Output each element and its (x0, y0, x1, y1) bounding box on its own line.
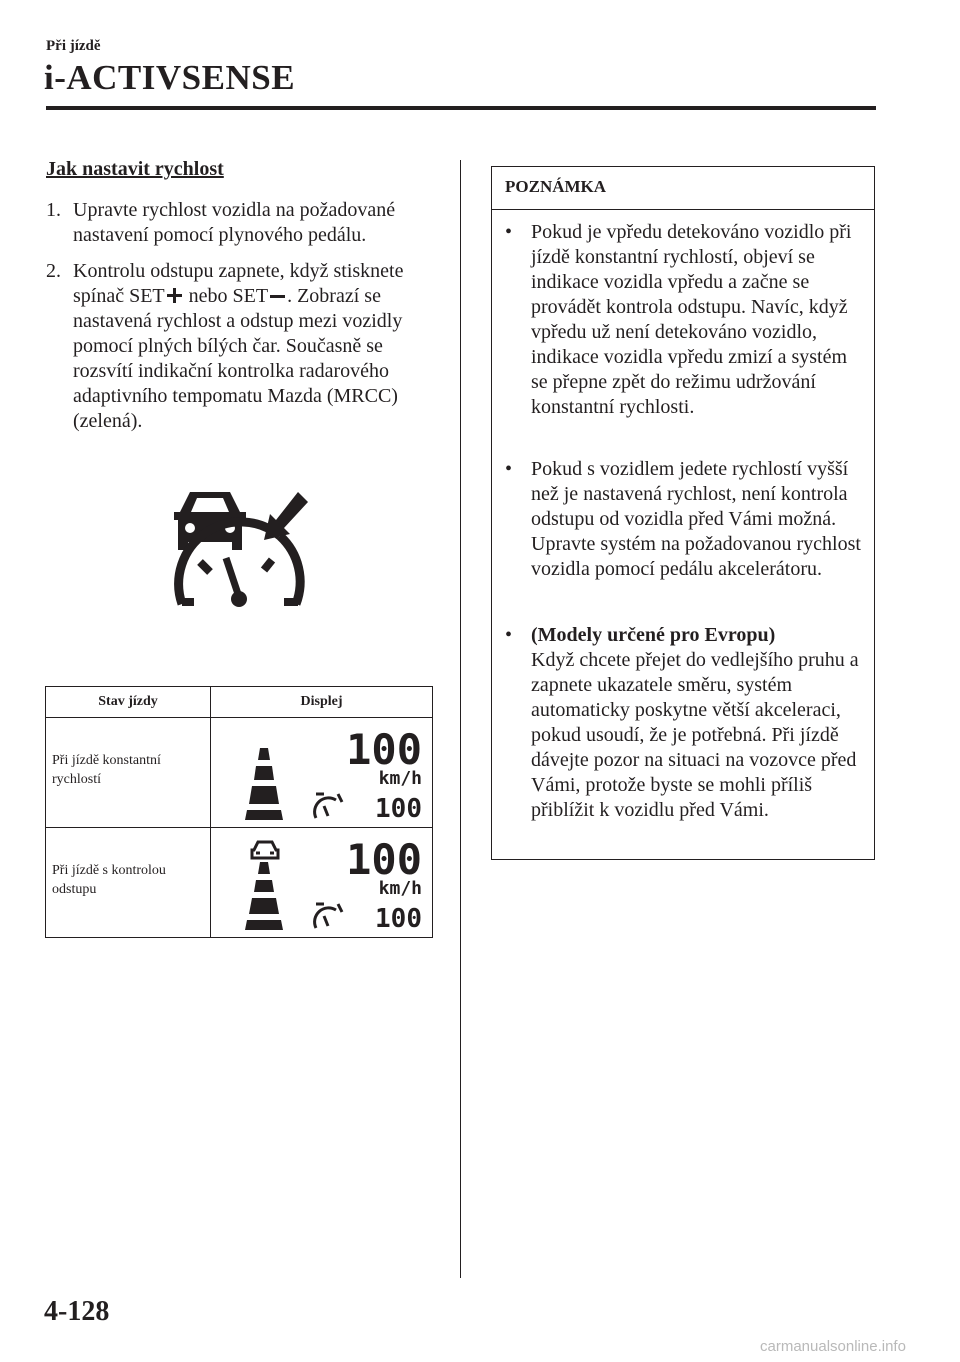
table-header-display: Displej (300, 694, 343, 709)
plus-icon (167, 288, 182, 303)
note-bullet (505, 220, 865, 420)
distance-gauge-icon (315, 904, 342, 928)
header-rule (46, 106, 876, 110)
mrcc-indicator-icon (160, 488, 310, 612)
note-bullet-heading: (Modely určené pro Evropu) (531, 624, 776, 646)
note-bullet (505, 457, 865, 582)
column-divider (460, 160, 461, 1278)
table-divider (46, 827, 432, 828)
note-bullet-text: Pokud s vozidlem jedete rychlostí vyšší než je nastavená rychlost, není kontrola odstupu od vozidla před Vámi možná. Upravte systém na požadovanou rychlost vozidla pomocí pedálu akcelerátoru. (531, 458, 861, 580)
step-1 (46, 198, 446, 248)
subheading: Jak nastavit rychlost (46, 158, 224, 180)
step-number: 2. (46, 260, 61, 282)
minus-icon (270, 288, 285, 303)
display-constant-speed (212, 720, 432, 826)
note-title: POZNÁMKA (505, 177, 607, 196)
bullet-dot-icon: • (505, 458, 513, 480)
table-row-status: Při jízdě s kontrolou odstupu (52, 863, 166, 897)
step-2 (46, 259, 446, 434)
note-bullet-body: Když chcete přejet do vedlejšího pruhu a zapnete ukazatele směru, systém automaticky poskytne větší akceleraci, pokud usoudí, že je potřebná. Při jízdě dávejte pozor na situaci na vozovce před Vámi, protože byste se mohli příliš přiblížit k vozidlu před Vámi. (531, 649, 859, 821)
step-number: 1. (46, 199, 61, 221)
speed-unit: km/h (378, 768, 422, 789)
set-speed-value: 100 (375, 794, 422, 824)
page-number: 4-128 (44, 1296, 110, 1327)
note-bullet-text: Pokud je vpředu detekováno vozidlo při jízdě konstantní rychlostí, objeví se indikace vozidla vpředu a začne se provádět kontrola odstupu. Navíc, když vpředu už není detekováno vozidlo, indikace vozidla vpředu zmizí a systém se přepne zpět do režimu udržování konstantní rychlosti. (531, 221, 852, 418)
table-row-status: Při jízdě konstantní rychlostí (52, 753, 161, 787)
set-speed-value: 100 (375, 904, 422, 934)
step-text-part: nebo SET (183, 285, 269, 307)
table-divider (210, 687, 211, 937)
step-text-part: Kontrolu odstupu zapnete, když stisknete spínač SET (73, 260, 404, 307)
step-text-part: . Zobrazí se nastavená rychlost a odstup mezi vozidly pomocí plných bílých čar. Současně se rozsvítí indikační kontrolka radarového adaptivního tempomatu Mazda (MRCC) (zelená). (73, 285, 403, 432)
bullet-dot-icon: • (505, 624, 513, 646)
note-box (491, 166, 875, 860)
note-bullet-text (531, 623, 865, 823)
speed-value: 100 (346, 835, 422, 884)
table-divider (46, 717, 432, 718)
vehicle-ahead-icon (252, 842, 278, 858)
chapter-title: i-ACTIVSENSE (44, 58, 296, 97)
speed-unit: km/h (378, 878, 422, 899)
section-label: Při jízdě (46, 38, 101, 54)
display-distance-control (212, 830, 432, 936)
table-header-status: Stav jízdy (98, 694, 158, 709)
distance-gauge-icon (315, 794, 342, 818)
bullet-dot-icon: • (505, 221, 513, 243)
speed-value: 100 (346, 725, 422, 774)
note-bullet (505, 623, 865, 823)
watermark: carmanualsonline.info (760, 1338, 906, 1355)
status-table (45, 686, 433, 938)
step-text: Upravte rychlost vozidla na požadované nastavení pomocí plynového pedálu. (73, 199, 396, 246)
note-rule (492, 209, 874, 210)
step-text (73, 259, 446, 434)
